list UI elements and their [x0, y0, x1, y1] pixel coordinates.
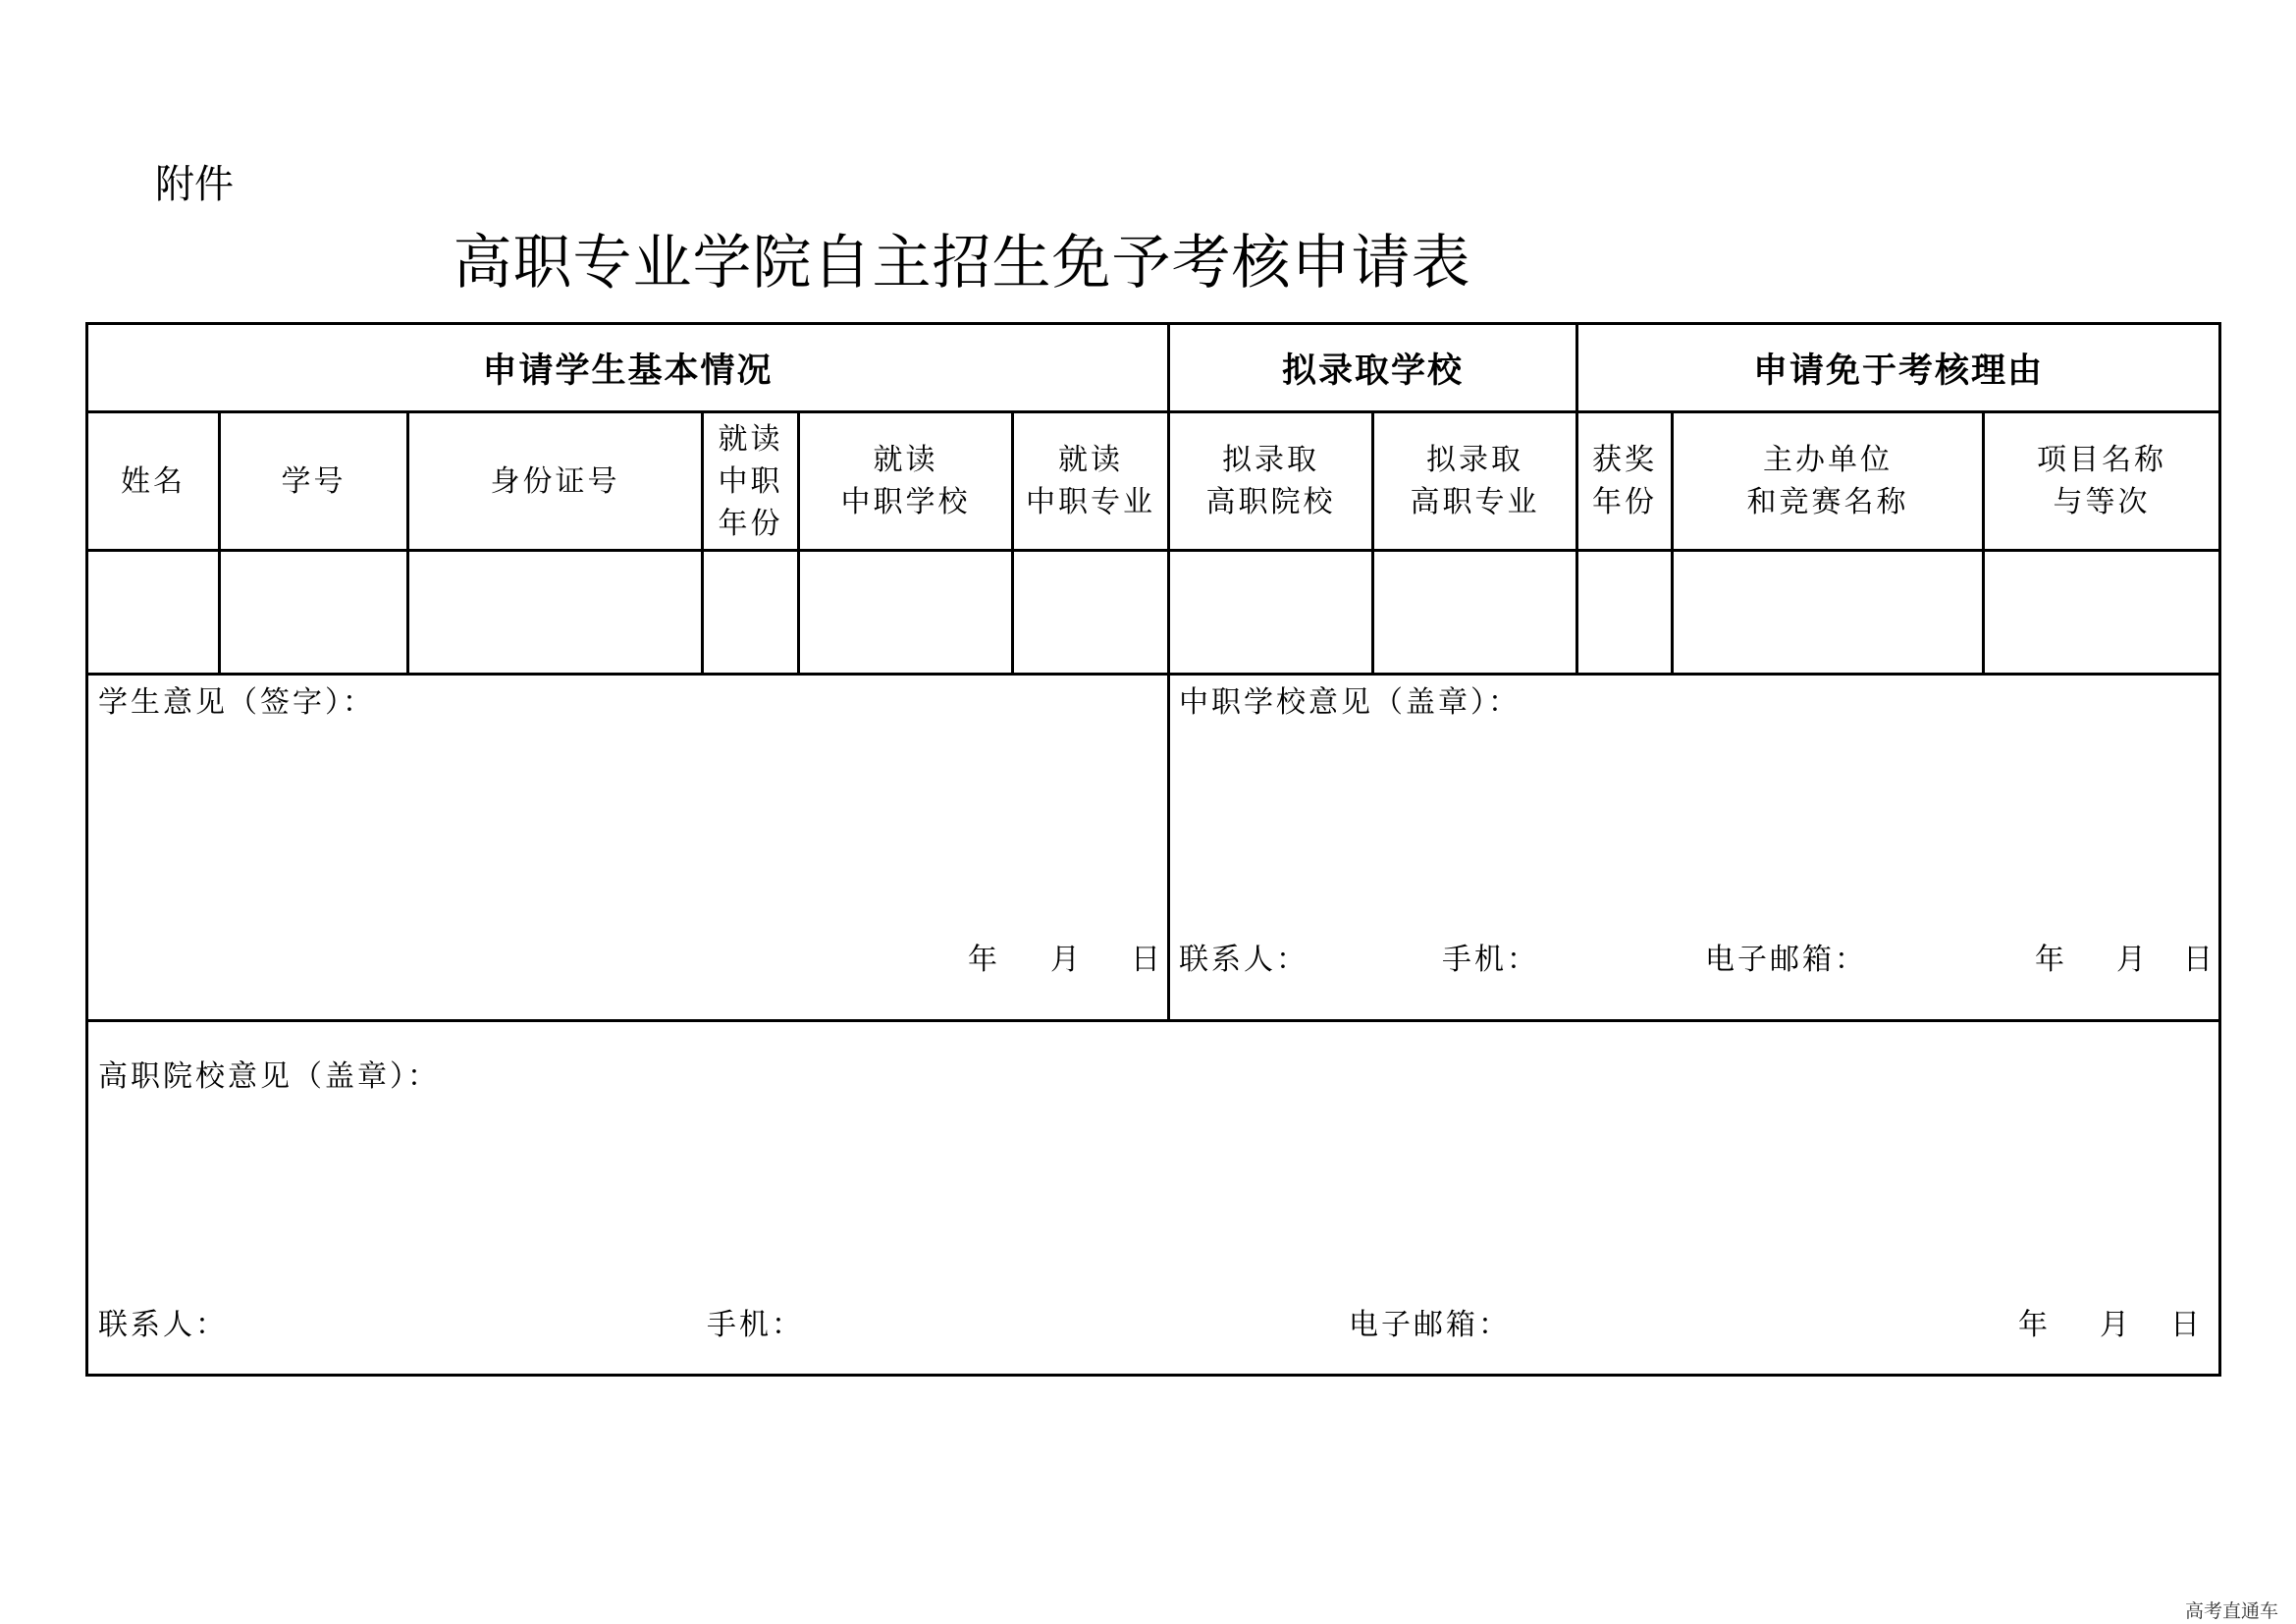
form-title: 高职专业学院自主招生免予考核申请表 [453, 229, 1471, 298]
col-header-target-major [1374, 413, 1575, 549]
col-header-text: 中职学校 [840, 485, 971, 519]
section-basic-info: 申请学生基本情况 [482, 351, 774, 391]
col-header-student-id [221, 413, 406, 549]
col-header-secondary-school [800, 413, 1011, 549]
student-date-year: 年 [968, 943, 997, 977]
cell-project-rank[interactable] [1985, 552, 2218, 673]
col-header-text: 和竞赛名称 [1746, 485, 1909, 519]
col-header-text: 拟录取 [1426, 443, 1523, 477]
col-header-text: 姓名 [121, 463, 186, 499]
college-phone-label: 手机： [707, 1308, 804, 1342]
col-header-secondary-major [1014, 413, 1167, 549]
secondary-date-month: 月 [2116, 943, 2146, 977]
divider-below-data-row [88, 673, 2218, 676]
secondary-contact-label: 联系人： [1179, 943, 1308, 977]
cell-target-major[interactable] [1374, 552, 1575, 673]
col-header-text: 学号 [281, 463, 347, 499]
cell-organizer-competition[interactable] [1674, 552, 1982, 673]
col-header-text: 高职专业 [1410, 485, 1540, 519]
college-opinion-label: 高职院校意见（盖章）： [98, 1059, 440, 1094]
col-header-text: 与等次 [2053, 485, 2151, 519]
student-opinion-label: 学生意见（签字）： [98, 685, 375, 720]
col-header-text: 身份证号 [490, 463, 620, 499]
col-header-text: 拟录取 [1222, 443, 1319, 477]
college-contact-label: 联系人： [98, 1308, 228, 1342]
section-reason: 申请免于考核理由 [1752, 351, 2044, 391]
col-header-text: 主办单位 [1763, 443, 1893, 477]
secondary-email-label: 电子邮箱： [1705, 943, 1867, 977]
footer-watermark: 高考直通车 [2184, 1600, 2278, 1622]
student-date-day: 日 [1131, 943, 1160, 977]
col-header-text: 获奖 [1592, 443, 1657, 477]
col-header-project-rank [1985, 413, 2218, 549]
col-header-name [88, 413, 218, 549]
student-date-month: 月 [1050, 943, 1080, 977]
cell-secondary-major[interactable] [1014, 552, 1167, 673]
col-header-text: 中职专业 [1026, 485, 1155, 519]
cell-secondary-school[interactable] [800, 552, 1011, 673]
col-header-text: 高职院校 [1205, 485, 1336, 519]
col-header-target-college [1170, 413, 1371, 549]
col-header-text: 年份 [1592, 485, 1657, 519]
secondary-date-day: 日 [2183, 943, 2213, 977]
college-date-day: 日 [2170, 1308, 2200, 1342]
cell-enrollment-year[interactable] [704, 552, 797, 673]
section-target-school: 拟录取学校 [1281, 351, 1464, 391]
col-header-text: 就读 [1058, 443, 1123, 477]
col-header-text: 项目名称 [2037, 443, 2166, 477]
secondary-phone-label: 手机： [1442, 943, 1539, 977]
cell-student-id[interactable] [221, 552, 406, 673]
cell-id-card[interactable] [409, 552, 701, 673]
cell-target-college[interactable] [1170, 552, 1371, 673]
col-header-organizer-competition [1674, 413, 1982, 549]
col-header-text: 就读 [718, 421, 783, 457]
cell-award-year[interactable] [1578, 552, 1671, 673]
col-header-text: 年份 [718, 506, 783, 541]
col-header-text: 中职 [718, 463, 783, 499]
cell-name[interactable] [88, 552, 218, 673]
college-date-month: 月 [2100, 1308, 2129, 1342]
col-header-text: 就读 [873, 443, 938, 477]
col-header-award-year [1578, 413, 1671, 549]
col-header-id-card [409, 413, 701, 549]
college-email-label: 电子邮箱： [1349, 1308, 1511, 1342]
secondary-date-year: 年 [2035, 943, 2064, 977]
attachment-label: 附件 [155, 162, 234, 207]
col-header-enrollment-year [704, 413, 797, 549]
divider-below-opinions [88, 1019, 2218, 1022]
college-date-year: 年 [2018, 1308, 2048, 1342]
application-form [85, 322, 2221, 1377]
secondary-school-opinion-label: 中职学校意见（盖章）： [1179, 685, 1521, 720]
